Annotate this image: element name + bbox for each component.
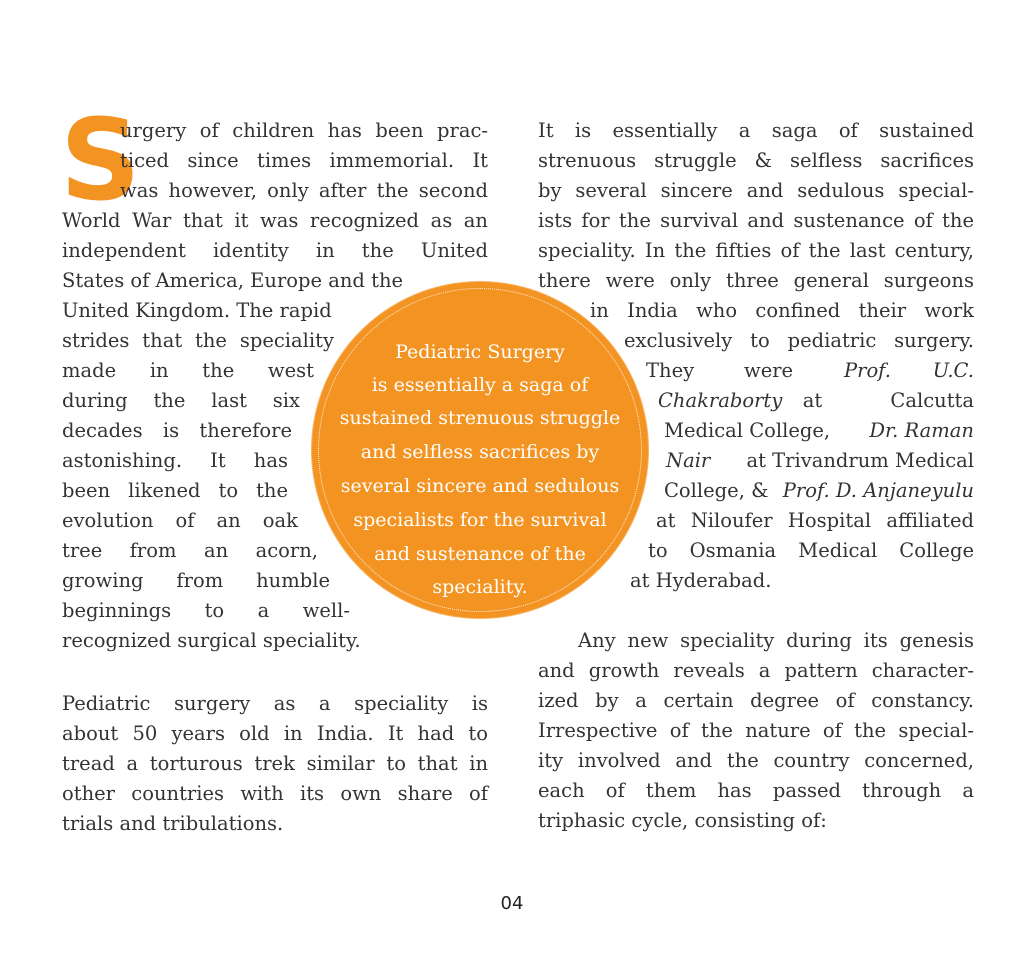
body-line: made in the west	[62, 359, 314, 382]
body-line: strides that the speciality	[62, 329, 334, 352]
body-line: United Kingdom. The rapid	[62, 299, 332, 322]
person-name: Prof.	[844, 359, 891, 382]
body-text: Medical College,	[664, 419, 831, 442]
body-line: trials and tribulations.	[62, 812, 284, 835]
body-line: each of them has passed through a	[538, 779, 974, 802]
pull-quote-circle	[312, 282, 648, 618]
body-line: speciality. In the fifties of the last century,	[538, 239, 974, 262]
body-text: They	[646, 359, 695, 382]
body-line	[666, 446, 974, 476]
body-line: independent identity in the United	[62, 239, 488, 262]
body-line: during the last six	[62, 389, 300, 412]
body-line: exclusively to pediatric surgery.	[624, 329, 974, 352]
body-line: strenuous struggle & selfless sacrifices	[538, 149, 974, 172]
body-line: World War that it was recognized as an	[62, 209, 488, 232]
body-line: States of America, Europe and the	[62, 269, 404, 292]
body-line: there were only three general surgeons	[538, 269, 974, 292]
body-line: at Hyderabad.	[630, 569, 772, 592]
pull-quote-line: is essentially a saga of	[371, 374, 589, 396]
body-line: beginnings to a well-	[62, 599, 350, 622]
body-line: in India who confined their work	[590, 299, 974, 322]
body-line: was however, only after the second	[120, 179, 488, 202]
body-line: Irrespective of the nature of the special-	[538, 719, 974, 742]
person-name: U.C.	[932, 359, 974, 382]
body-text: at Calcutta	[802, 389, 974, 412]
body-line: triphasic cycle, consisting of:	[538, 809, 827, 832]
body-line: and growth reveals a pattern character-	[538, 659, 974, 682]
pull-quote-line: several sincere and sedulous	[340, 475, 620, 497]
person-name: Prof. D. Anjaneyulu	[782, 479, 974, 502]
pull-quote-line: and selfless sacrifices by	[360, 441, 600, 463]
pull-quote-line: sustained strenuous struggle	[339, 407, 621, 429]
body-line: astonishing. It has	[62, 449, 288, 472]
body-text: College, &	[664, 479, 769, 502]
drop-cap: S	[60, 96, 141, 226]
body-line: Pediatric surgery as a speciality is	[62, 692, 488, 715]
body-line: tread a torturous trek similar to that in	[62, 752, 488, 775]
page-number: 04	[500, 893, 524, 914]
body-text: at Trivandrum Medical	[746, 449, 974, 472]
body-line: been likened to the	[62, 479, 288, 502]
body-line: decades is therefore	[62, 419, 292, 442]
body-line: ity involved and the country concerned,	[538, 749, 974, 772]
body-line: other countries with its own share of	[62, 782, 488, 805]
body-line: to Osmania Medical College	[648, 539, 974, 562]
person-name: Nair	[666, 449, 711, 472]
body-line: about 50 years old in India. It had to	[62, 722, 488, 745]
body-line: growing from humble	[62, 569, 330, 592]
pull-quote-line: and sustenance of the	[374, 543, 586, 565]
body-line: urgery of children has been prac-	[120, 119, 488, 142]
body-text: were	[744, 359, 794, 382]
person-name: Dr. Raman	[869, 419, 974, 442]
person-name: Chakraborty	[658, 389, 783, 412]
body-line: It is essentially a saga of sustained	[538, 119, 974, 142]
body-line	[646, 356, 974, 386]
body-line: Any new speciality during its genesis	[578, 629, 974, 652]
body-line: evolution of an oak	[62, 509, 298, 532]
body-line	[664, 476, 974, 506]
body-line: ized by a certain degree of constancy.	[538, 689, 974, 712]
body-line: recognized surgical speciality.	[62, 629, 361, 652]
body-line: at Niloufer Hospital affiliated	[656, 509, 974, 532]
body-line: ists for the survival and sustenance of the	[538, 209, 974, 232]
body-line	[664, 416, 974, 446]
pull-quote-line: speciality.	[432, 576, 528, 598]
pull-quote-line: Pediatric Surgery	[395, 341, 565, 363]
body-line: ticed since times immemorial. It	[120, 149, 488, 172]
body-line: tree from an acorn,	[62, 539, 318, 562]
body-line	[658, 386, 974, 416]
body-line: by several sincere and sedulous special-	[538, 179, 974, 202]
pull-quote-line: specialists for the survival	[353, 509, 607, 531]
